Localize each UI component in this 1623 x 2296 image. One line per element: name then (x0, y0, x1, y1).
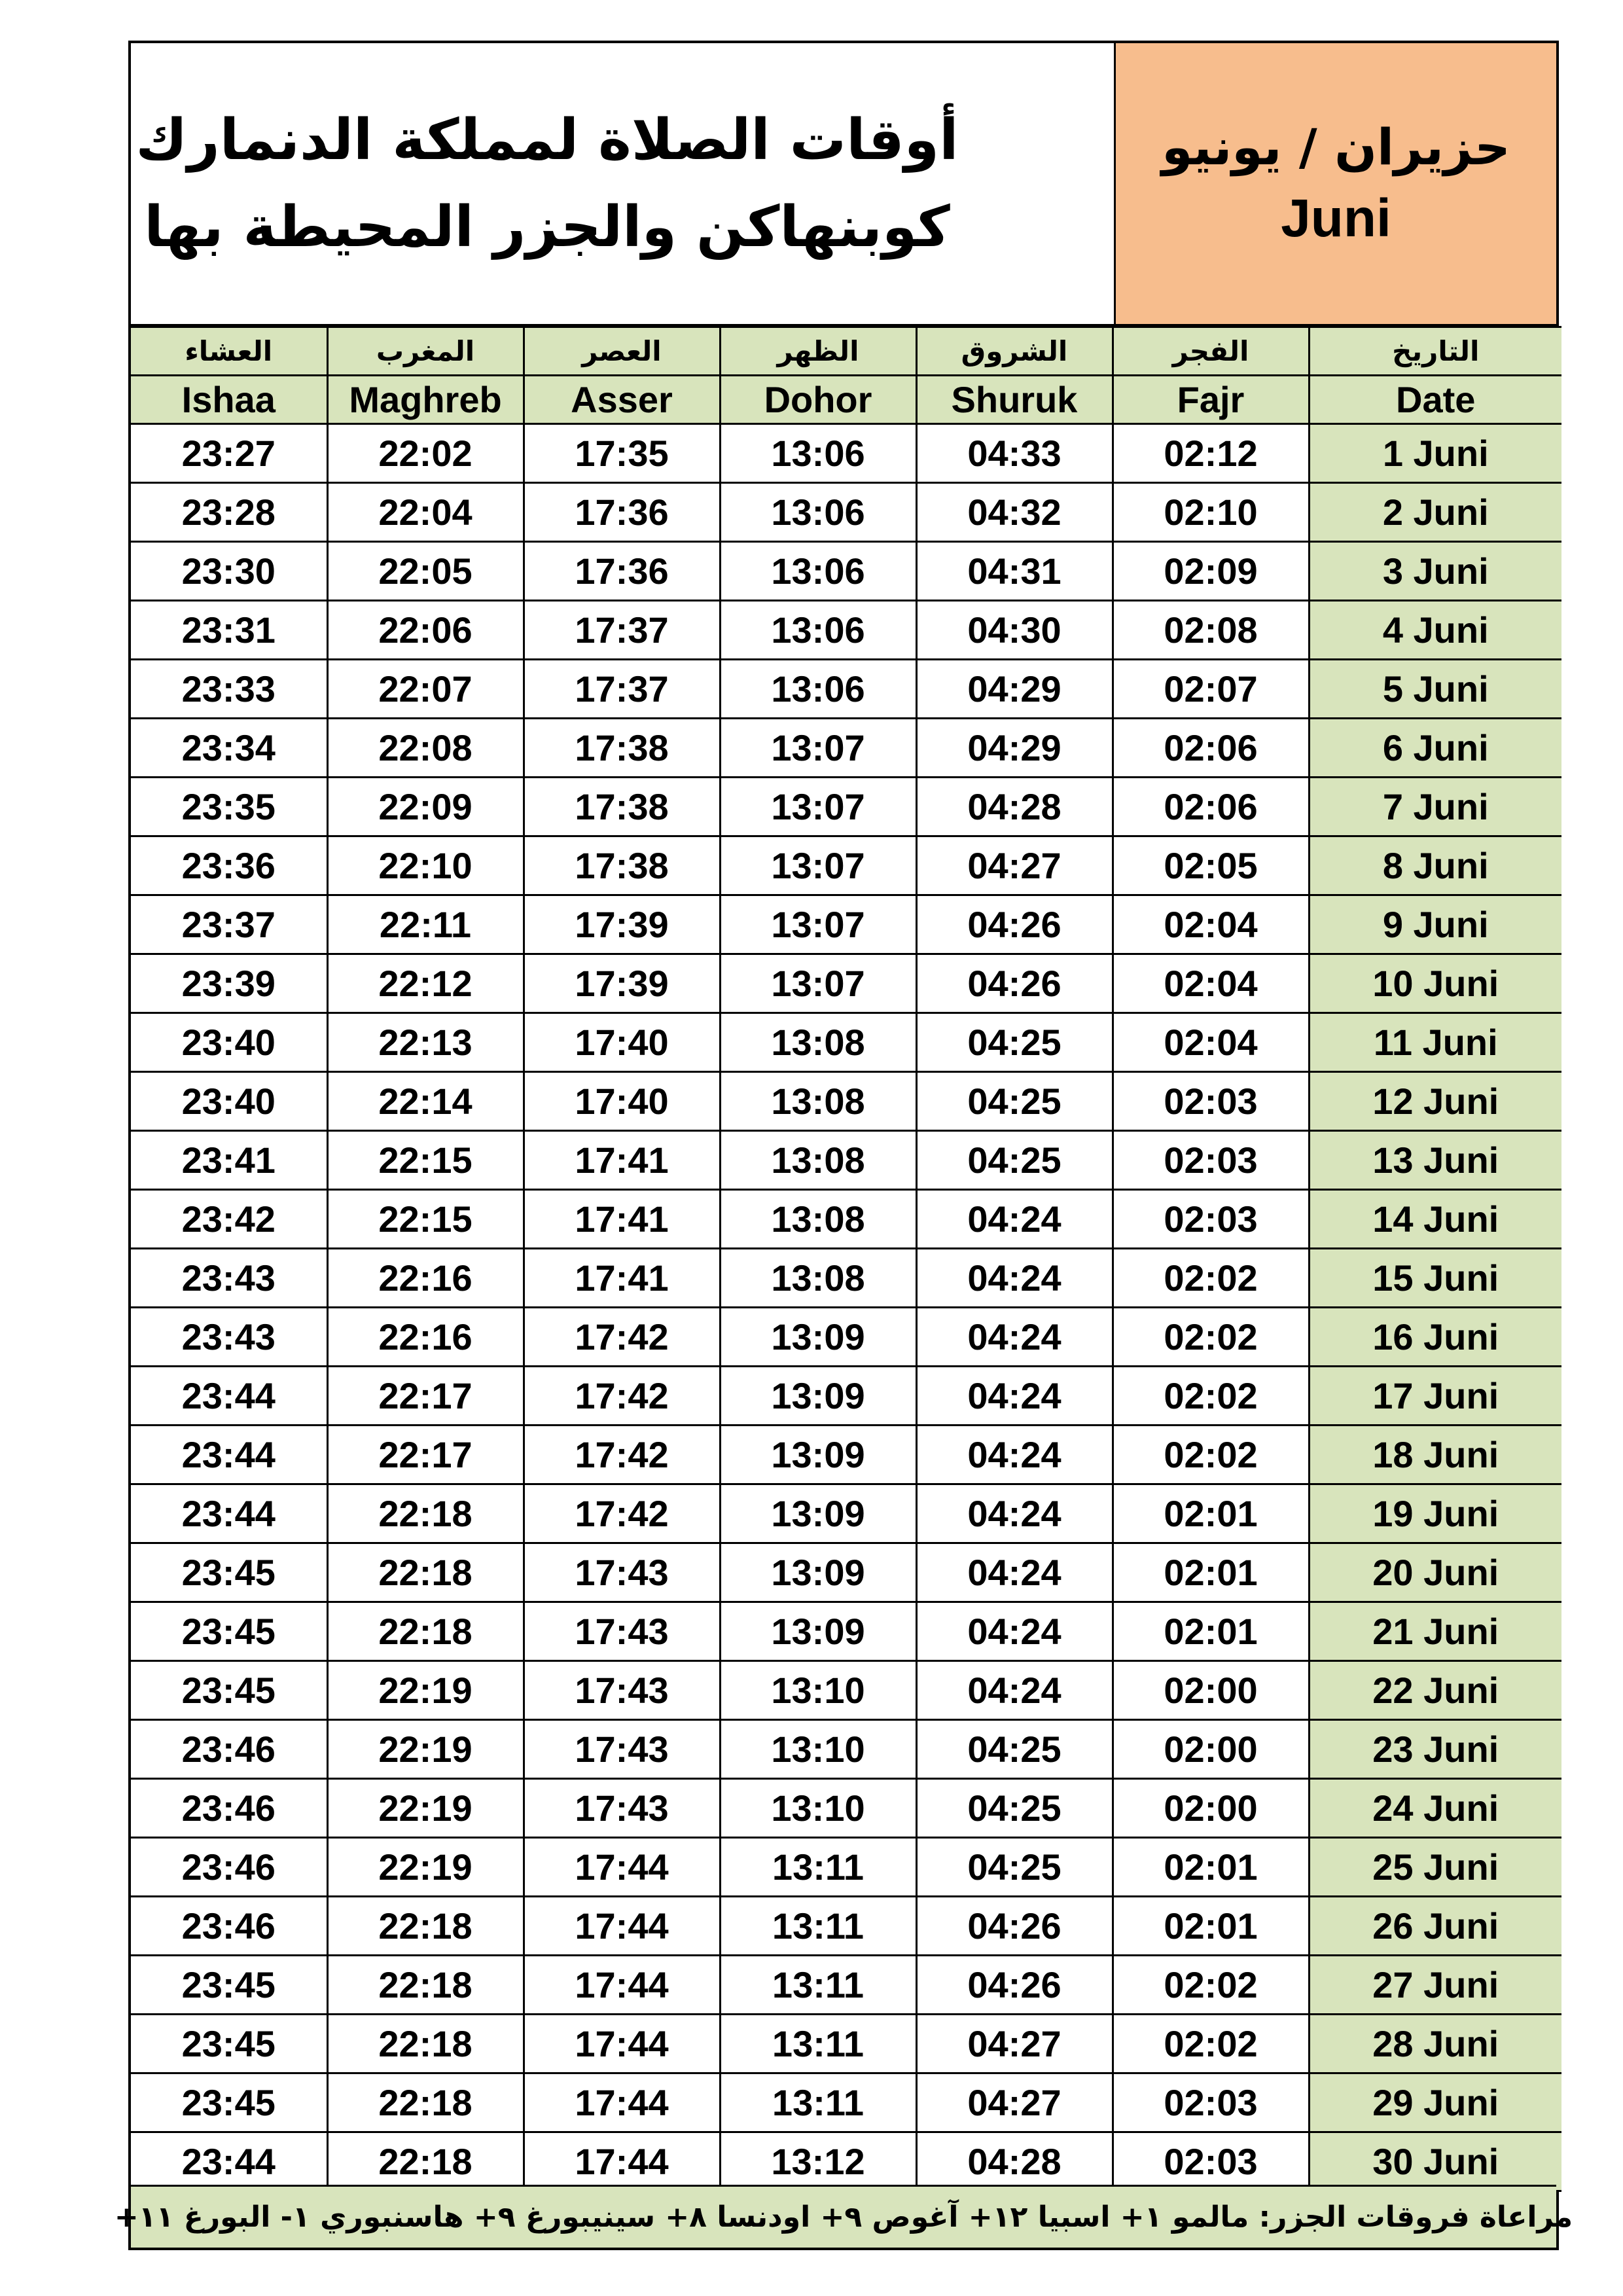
cell-date: 12 Juni (1309, 1072, 1561, 1131)
cell-shuruk: 04:26 (916, 1956, 1113, 2015)
cell-ishaa: 23:36 (131, 836, 327, 895)
cell-maghreb: 22:19 (327, 1661, 524, 1720)
cell-dohor: 13:08 (720, 1072, 916, 1131)
cell-shuruk: 04:25 (916, 1131, 1113, 1190)
cell-fajr: 02:05 (1113, 836, 1309, 895)
cell-asser: 17:42 (524, 1367, 720, 1426)
table-row (131, 1543, 1561, 1602)
cell-dohor: 13:11 (720, 1838, 916, 1897)
cell-shuruk: 04:24 (916, 1484, 1113, 1543)
cell-asser: 17:43 (524, 1661, 720, 1720)
cell-date: 9 Juni (1309, 895, 1561, 954)
cell-shuruk: 04:27 (916, 2015, 1113, 2073)
header-ishaa-latin: Ishaa (131, 376, 327, 424)
cell-fajr: 02:03 (1113, 2132, 1309, 2191)
cell-ishaa: 23:34 (131, 719, 327, 778)
cell-fajr: 02:01 (1113, 1897, 1309, 1956)
cell-dohor: 13:09 (720, 1484, 916, 1543)
cell-dohor: 13:06 (720, 424, 916, 483)
cell-ishaa: 23:45 (131, 1602, 327, 1661)
cell-fajr: 02:02 (1113, 1249, 1309, 1308)
cell-asser: 17:44 (524, 1956, 720, 2015)
cell-maghreb: 22:19 (327, 1720, 524, 1779)
cell-dohor: 13:09 (720, 1367, 916, 1426)
cell-maghreb: 22:06 (327, 601, 524, 660)
cell-ishaa: 23:28 (131, 483, 327, 542)
cell-maghreb: 22:08 (327, 719, 524, 778)
cell-dohor: 13:11 (720, 1897, 916, 1956)
column-headers-latin (131, 376, 1561, 424)
cell-fajr: 02:01 (1113, 1838, 1309, 1897)
cell-maghreb: 22:02 (327, 424, 524, 483)
cell-date: 3 Juni (1309, 542, 1561, 601)
cell-date: 1 Juni (1309, 424, 1561, 483)
cell-dohor: 13:10 (720, 1720, 916, 1779)
cell-maghreb: 22:15 (327, 1190, 524, 1249)
cell-date: 10 Juni (1309, 954, 1561, 1013)
table-row (131, 1720, 1561, 1779)
cell-fajr: 02:03 (1113, 2073, 1309, 2132)
cell-asser: 17:40 (524, 1013, 720, 1072)
cell-dohor: 13:08 (720, 1190, 916, 1249)
cell-asser: 17:35 (524, 424, 720, 483)
cell-maghreb: 22:10 (327, 836, 524, 895)
cell-shuruk: 04:25 (916, 1013, 1113, 1072)
cell-asser: 17:42 (524, 1426, 720, 1484)
cell-dohor: 13:07 (720, 778, 916, 836)
cell-dohor: 13:08 (720, 1131, 916, 1190)
page-title (131, 43, 1114, 324)
cell-maghreb: 22:18 (327, 1543, 524, 1602)
table-row (131, 1661, 1561, 1720)
cell-date: 15 Juni (1309, 1249, 1561, 1308)
cell-maghreb: 22:19 (327, 1779, 524, 1838)
cell-maghreb: 22:17 (327, 1426, 524, 1484)
cell-fajr: 02:12 (1113, 424, 1309, 483)
cell-maghreb: 22:15 (327, 1131, 524, 1190)
header-shuruk-arabic: الشروق (916, 327, 1113, 376)
islands-offset-note: مراعاة فروقات الجزر: مالمو ١+ اسبيا ١٢+ آغوص ٩+ اودنسا ٨+ سينيبورغ ٩+ هاسنبوري ١- البورغ ١١+ (131, 2185, 1556, 2248)
table-row (131, 1190, 1561, 1249)
cell-shuruk: 04:25 (916, 1779, 1113, 1838)
cell-maghreb: 22:04 (327, 483, 524, 542)
table-row (131, 1367, 1561, 1426)
table-row (131, 1131, 1561, 1190)
cell-dohor: 13:07 (720, 954, 916, 1013)
cell-dohor: 13:11 (720, 2015, 916, 2073)
cell-date: 4 Juni (1309, 601, 1561, 660)
cell-date: 24 Juni (1309, 1779, 1561, 1838)
cell-ishaa: 23:46 (131, 1720, 327, 1779)
cell-maghreb: 22:13 (327, 1013, 524, 1072)
cell-ishaa: 23:45 (131, 1661, 327, 1720)
cell-dohor: 13:09 (720, 1602, 916, 1661)
cell-shuruk: 04:29 (916, 719, 1113, 778)
cell-asser: 17:44 (524, 2015, 720, 2073)
header-ishaa-arabic: العشاء (131, 327, 327, 376)
cell-ishaa: 23:41 (131, 1131, 327, 1190)
cell-ishaa: 23:42 (131, 1190, 327, 1249)
table-row (131, 660, 1561, 719)
cell-date: 25 Juni (1309, 1838, 1561, 1897)
cell-date: 26 Juni (1309, 1897, 1561, 1956)
header-date-latin: Date (1309, 376, 1561, 424)
cell-maghreb: 22:05 (327, 542, 524, 601)
table-row (131, 1838, 1561, 1897)
cell-ishaa: 23:39 (131, 954, 327, 1013)
table-body (131, 424, 1561, 2191)
cell-dohor: 13:09 (720, 1426, 916, 1484)
table-row (131, 895, 1561, 954)
cell-maghreb: 22:09 (327, 778, 524, 836)
cell-asser: 17:39 (524, 895, 720, 954)
cell-date: 5 Juni (1309, 660, 1561, 719)
cell-asser: 17:44 (524, 2132, 720, 2191)
cell-shuruk: 04:27 (916, 2073, 1113, 2132)
cell-dohor: 13:11 (720, 1956, 916, 2015)
cell-fajr: 02:07 (1113, 660, 1309, 719)
cell-fajr: 02:03 (1113, 1190, 1309, 1249)
cell-date: 7 Juni (1309, 778, 1561, 836)
cell-ishaa: 23:46 (131, 1779, 327, 1838)
cell-asser: 17:43 (524, 1779, 720, 1838)
month-cell (1114, 43, 1556, 324)
cell-shuruk: 04:28 (916, 778, 1113, 836)
cell-shuruk: 04:25 (916, 1720, 1113, 1779)
month-latin: Juni (1281, 188, 1391, 248)
cell-ishaa: 23:40 (131, 1013, 327, 1072)
column-headers-arabic (131, 327, 1561, 376)
cell-fajr: 02:06 (1113, 719, 1309, 778)
cell-asser: 17:38 (524, 778, 720, 836)
cell-shuruk: 04:33 (916, 424, 1113, 483)
cell-asser: 17:43 (524, 1543, 720, 1602)
cell-fajr: 02:10 (1113, 483, 1309, 542)
cell-maghreb: 22:07 (327, 660, 524, 719)
cell-asser: 17:37 (524, 660, 720, 719)
table-row (131, 1484, 1561, 1543)
table-row (131, 1779, 1561, 1838)
cell-asser: 17:43 (524, 1602, 720, 1661)
cell-ishaa: 23:33 (131, 660, 327, 719)
cell-date: 17 Juni (1309, 1367, 1561, 1426)
cell-fajr: 02:02 (1113, 1367, 1309, 1426)
cell-asser: 17:41 (524, 1190, 720, 1249)
table-row (131, 2015, 1561, 2073)
cell-date: 14 Juni (1309, 1190, 1561, 1249)
cell-ishaa: 23:35 (131, 778, 327, 836)
cell-ishaa: 23:43 (131, 1308, 327, 1367)
cell-fajr: 02:06 (1113, 778, 1309, 836)
cell-ishaa: 23:46 (131, 1897, 327, 1956)
cell-maghreb: 22:16 (327, 1308, 524, 1367)
cell-shuruk: 04:24 (916, 1249, 1113, 1308)
cell-fajr: 02:01 (1113, 1543, 1309, 1602)
cell-shuruk: 04:29 (916, 660, 1113, 719)
header-dohor-arabic: الظهر (720, 327, 916, 376)
cell-asser: 17:37 (524, 601, 720, 660)
cell-date: 30 Juni (1309, 2132, 1561, 2191)
cell-shuruk: 04:24 (916, 1426, 1113, 1484)
cell-ishaa: 23:45 (131, 1543, 327, 1602)
header-dohor-latin: Dohor (720, 376, 916, 424)
header-maghreb-arabic: المغرب (327, 327, 524, 376)
cell-shuruk: 04:26 (916, 1897, 1113, 1956)
cell-dohor: 13:06 (720, 542, 916, 601)
table-row (131, 483, 1561, 542)
cell-asser: 17:36 (524, 542, 720, 601)
cell-maghreb: 22:18 (327, 2073, 524, 2132)
cell-shuruk: 04:26 (916, 895, 1113, 954)
cell-asser: 17:38 (524, 836, 720, 895)
cell-ishaa: 23:44 (131, 2132, 327, 2191)
table-row (131, 542, 1561, 601)
cell-date: 13 Juni (1309, 1131, 1561, 1190)
cell-dohor: 13:06 (720, 601, 916, 660)
cell-fajr: 02:04 (1113, 954, 1309, 1013)
cell-fajr: 02:08 (1113, 601, 1309, 660)
cell-asser: 17:43 (524, 1720, 720, 1779)
header-asser-arabic: العصر (524, 327, 720, 376)
table-row (131, 2073, 1561, 2132)
table-row (131, 1602, 1561, 1661)
cell-dohor: 13:12 (720, 2132, 916, 2191)
cell-shuruk: 04:24 (916, 1661, 1113, 1720)
table-row (131, 424, 1561, 483)
cell-dohor: 13:10 (720, 1661, 916, 1720)
cell-date: 20 Juni (1309, 1543, 1561, 1602)
cell-dohor: 13:07 (720, 836, 916, 895)
cell-shuruk: 04:31 (916, 542, 1113, 601)
cell-ishaa: 23:40 (131, 1072, 327, 1131)
cell-date: 8 Juni (1309, 836, 1561, 895)
table-row (131, 1072, 1561, 1131)
cell-maghreb: 22:18 (327, 1897, 524, 1956)
cell-dohor: 13:11 (720, 2073, 916, 2132)
cell-maghreb: 22:17 (327, 1367, 524, 1426)
cell-date: 23 Juni (1309, 1720, 1561, 1779)
cell-fajr: 02:03 (1113, 1131, 1309, 1190)
header-asser-latin: Asser (524, 376, 720, 424)
cell-maghreb: 22:18 (327, 2015, 524, 2073)
cell-fajr: 02:03 (1113, 1072, 1309, 1131)
cell-dohor: 13:07 (720, 895, 916, 954)
cell-dohor: 13:10 (720, 1779, 916, 1838)
month-arabic: حزيران / يونيو (1162, 118, 1510, 176)
table-row (131, 1308, 1561, 1367)
cell-fajr: 02:04 (1113, 1013, 1309, 1072)
cell-date: 28 Juni (1309, 2015, 1561, 2073)
cell-dohor: 13:09 (720, 1308, 916, 1367)
cell-dohor: 13:06 (720, 483, 916, 542)
table-row (131, 836, 1561, 895)
cell-shuruk: 04:25 (916, 1838, 1113, 1897)
cell-date: 16 Juni (1309, 1308, 1561, 1367)
cell-asser: 17:39 (524, 954, 720, 1013)
cell-ishaa: 23:44 (131, 1426, 327, 1484)
cell-ishaa: 23:30 (131, 542, 327, 601)
title-line-2: كوبنهاكن والجزر المحيطة بها (144, 194, 950, 260)
header-shuruk-latin: Shuruk (916, 376, 1113, 424)
cell-shuruk: 04:27 (916, 836, 1113, 895)
header-fajr-arabic: الفجر (1113, 327, 1309, 376)
cell-fajr: 02:00 (1113, 1720, 1309, 1779)
cell-asser: 17:41 (524, 1131, 720, 1190)
cell-dohor: 13:08 (720, 1249, 916, 1308)
cell-ishaa: 23:27 (131, 424, 327, 483)
prayer-timetable-sheet (114, 41, 1573, 2250)
cell-shuruk: 04:30 (916, 601, 1113, 660)
cell-asser: 17:36 (524, 483, 720, 542)
cell-ishaa: 23:44 (131, 1367, 327, 1426)
cell-ishaa: 23:31 (131, 601, 327, 660)
cell-dohor: 13:08 (720, 1013, 916, 1072)
cell-ishaa: 23:45 (131, 1956, 327, 2015)
table-row (131, 1897, 1561, 1956)
cell-ishaa: 23:46 (131, 1838, 327, 1897)
cell-date: 22 Juni (1309, 1661, 1561, 1720)
cell-fajr: 02:00 (1113, 1661, 1309, 1720)
cell-date: 11 Juni (1309, 1013, 1561, 1072)
cell-date: 6 Juni (1309, 719, 1561, 778)
cell-maghreb: 22:19 (327, 1838, 524, 1897)
table-row (131, 778, 1561, 836)
cell-fajr: 02:00 (1113, 1779, 1309, 1838)
cell-maghreb: 22:18 (327, 2132, 524, 2191)
cell-maghreb: 22:12 (327, 954, 524, 1013)
cell-maghreb: 22:18 (327, 1956, 524, 2015)
table-row (131, 1013, 1561, 1072)
cell-shuruk: 04:32 (916, 483, 1113, 542)
cell-asser: 17:44 (524, 1838, 720, 1897)
cell-ishaa: 23:45 (131, 2015, 327, 2073)
cell-shuruk: 04:24 (916, 1602, 1113, 1661)
cell-shuruk: 04:24 (916, 1190, 1113, 1249)
cell-shuruk: 04:24 (916, 1543, 1113, 1602)
cell-date: 27 Juni (1309, 1956, 1561, 2015)
cell-fajr: 02:02 (1113, 2015, 1309, 2073)
header-date-arabic: التاريخ (1309, 327, 1561, 376)
cell-date: 29 Juni (1309, 2073, 1561, 2132)
table-row (131, 1249, 1561, 1308)
cell-asser: 17:42 (524, 1308, 720, 1367)
cell-dohor: 13:09 (720, 1543, 916, 1602)
table-row (131, 954, 1561, 1013)
cell-shuruk: 04:24 (916, 1308, 1113, 1367)
table-row (131, 1426, 1561, 1484)
cell-fajr: 02:04 (1113, 895, 1309, 954)
cell-fajr: 02:02 (1113, 1426, 1309, 1484)
cell-date: 19 Juni (1309, 1484, 1561, 1543)
cell-maghreb: 22:14 (327, 1072, 524, 1131)
header-maghreb-latin: Maghreb (327, 376, 524, 424)
cell-shuruk: 04:28 (916, 2132, 1113, 2191)
prayer-times-table (131, 326, 1561, 2192)
cell-asser: 17:44 (524, 1897, 720, 1956)
cell-date: 21 Juni (1309, 1602, 1561, 1661)
cell-shuruk: 04:25 (916, 1072, 1113, 1131)
cell-ishaa: 23:45 (131, 2073, 327, 2132)
cell-asser: 17:44 (524, 2073, 720, 2132)
cell-maghreb: 22:18 (327, 1484, 524, 1543)
cell-fajr: 02:02 (1113, 1308, 1309, 1367)
table-row (131, 2132, 1561, 2191)
title-line-1: أوقات الصلاة لمملكة الدنمارك (135, 107, 959, 173)
cell-date: 2 Juni (1309, 483, 1561, 542)
table-row (131, 601, 1561, 660)
cell-shuruk: 04:24 (916, 1367, 1113, 1426)
cell-maghreb: 22:11 (327, 895, 524, 954)
cell-fajr: 02:09 (1113, 542, 1309, 601)
timetable-header (131, 43, 1556, 326)
table-row (131, 1956, 1561, 2015)
cell-asser: 17:41 (524, 1249, 720, 1308)
cell-maghreb: 22:18 (327, 1602, 524, 1661)
cell-ishaa: 23:43 (131, 1249, 327, 1308)
cell-date: 18 Juni (1309, 1426, 1561, 1484)
cell-ishaa: 23:44 (131, 1484, 327, 1543)
cell-dohor: 13:07 (720, 719, 916, 778)
cell-dohor: 13:06 (720, 660, 916, 719)
cell-asser: 17:42 (524, 1484, 720, 1543)
cell-fajr: 02:01 (1113, 1602, 1309, 1661)
cell-fajr: 02:01 (1113, 1484, 1309, 1543)
cell-ishaa: 23:37 (131, 895, 327, 954)
cell-fajr: 02:02 (1113, 1956, 1309, 2015)
header-fajr-latin: Fajr (1113, 376, 1309, 424)
cell-asser: 17:40 (524, 1072, 720, 1131)
table-row (131, 719, 1561, 778)
cell-asser: 17:38 (524, 719, 720, 778)
cell-maghreb: 22:16 (327, 1249, 524, 1308)
cell-shuruk: 04:26 (916, 954, 1113, 1013)
